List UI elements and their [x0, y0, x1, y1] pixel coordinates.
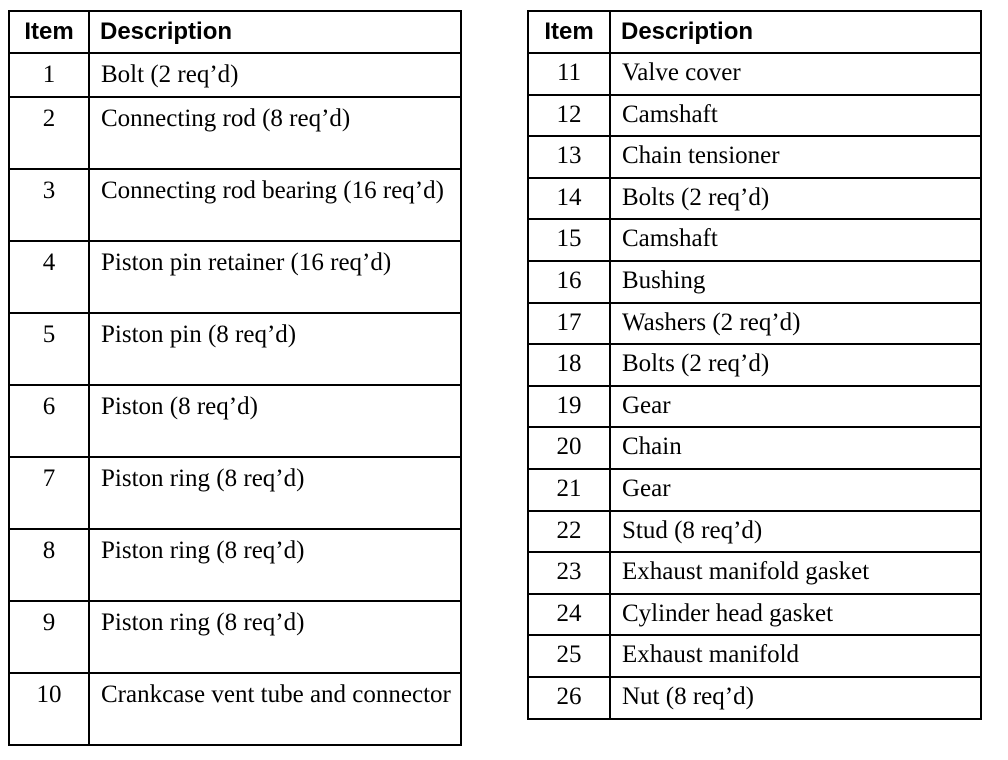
table-row [528, 635, 981, 677]
item-number: 15 [528, 219, 610, 261]
table-row [528, 594, 981, 636]
item-description: Piston ring (8 req’d) [89, 601, 461, 673]
item-description: Chain [610, 427, 981, 469]
item-number: 19 [528, 386, 610, 428]
table-header-row [528, 11, 981, 53]
table-row [9, 241, 461, 313]
table-row [528, 261, 981, 303]
item-description: Piston pin retainer (16 req’d) [89, 241, 461, 313]
table-row [528, 95, 981, 137]
table-row [528, 136, 981, 178]
item-number: 13 [528, 136, 610, 178]
item-description: Gear [610, 469, 981, 511]
item-number: 14 [528, 178, 610, 220]
table-row [528, 219, 981, 261]
item-number: 26 [528, 677, 610, 719]
item-number: 2 [9, 97, 89, 169]
table-row [9, 673, 461, 745]
table-row [528, 386, 981, 428]
item-description: Bushing [610, 261, 981, 303]
table-row [9, 313, 461, 385]
item-description: Gear [610, 386, 981, 428]
table-row [528, 344, 981, 386]
item-number: 10 [9, 673, 89, 745]
table-row [9, 601, 461, 673]
table-row [528, 303, 981, 345]
item-number: 5 [9, 313, 89, 385]
item-column-header: Item [528, 11, 610, 53]
parts-table-right [527, 10, 982, 720]
item-number: 9 [9, 601, 89, 673]
item-description: Connecting rod (8 req’d) [89, 97, 461, 169]
table-row [9, 529, 461, 601]
item-number: 8 [9, 529, 89, 601]
table-row [9, 53, 461, 97]
item-number: 23 [528, 552, 610, 594]
item-number: 24 [528, 594, 610, 636]
item-description: Piston ring (8 req’d) [89, 457, 461, 529]
table-row [528, 469, 981, 511]
item-description: Piston pin (8 req’d) [89, 313, 461, 385]
item-column-header: Item [9, 11, 89, 53]
description-column-header: Description [610, 11, 981, 53]
item-number: 20 [528, 427, 610, 469]
item-description: Stud (8 req’d) [610, 511, 981, 553]
item-description: Camshaft [610, 95, 981, 137]
table-row [528, 53, 981, 95]
table-row [9, 169, 461, 241]
item-number: 17 [528, 303, 610, 345]
item-description: Washers (2 req’d) [610, 303, 981, 345]
item-description: Bolt (2 req’d) [89, 53, 461, 97]
item-number: 4 [9, 241, 89, 313]
table-row [528, 552, 981, 594]
item-number: 22 [528, 511, 610, 553]
description-column-header: Description [89, 11, 461, 53]
item-description: Camshaft [610, 219, 981, 261]
item-number: 16 [528, 261, 610, 303]
item-description: Cylinder head gasket [610, 594, 981, 636]
table-row [9, 385, 461, 457]
table-row [528, 178, 981, 220]
item-number: 25 [528, 635, 610, 677]
item-number: 21 [528, 469, 610, 511]
item-number: 7 [9, 457, 89, 529]
item-description: Bolts (2 req’d) [610, 178, 981, 220]
item-number: 3 [9, 169, 89, 241]
item-number: 1 [9, 53, 89, 97]
item-number: 18 [528, 344, 610, 386]
item-description: Exhaust manifold gasket [610, 552, 981, 594]
item-description: Exhaust manifold [610, 635, 981, 677]
table-row [528, 511, 981, 553]
item-description: Piston ring (8 req’d) [89, 529, 461, 601]
item-description: Piston (8 req’d) [89, 385, 461, 457]
table-row [528, 427, 981, 469]
table-row [9, 97, 461, 169]
item-number: 12 [528, 95, 610, 137]
item-description: Crankcase vent tube and connector [89, 673, 461, 745]
item-number: 6 [9, 385, 89, 457]
table-row [528, 677, 981, 719]
item-description: Connecting rod bearing (16 req’d) [89, 169, 461, 241]
item-description: Chain tensioner [610, 136, 981, 178]
table-row [9, 457, 461, 529]
parts-table-left [8, 10, 462, 746]
item-description: Bolts (2 req’d) [610, 344, 981, 386]
item-description: Nut (8 req’d) [610, 677, 981, 719]
item-number: 11 [528, 53, 610, 95]
item-description: Valve cover [610, 53, 981, 95]
table-header-row [9, 11, 461, 53]
